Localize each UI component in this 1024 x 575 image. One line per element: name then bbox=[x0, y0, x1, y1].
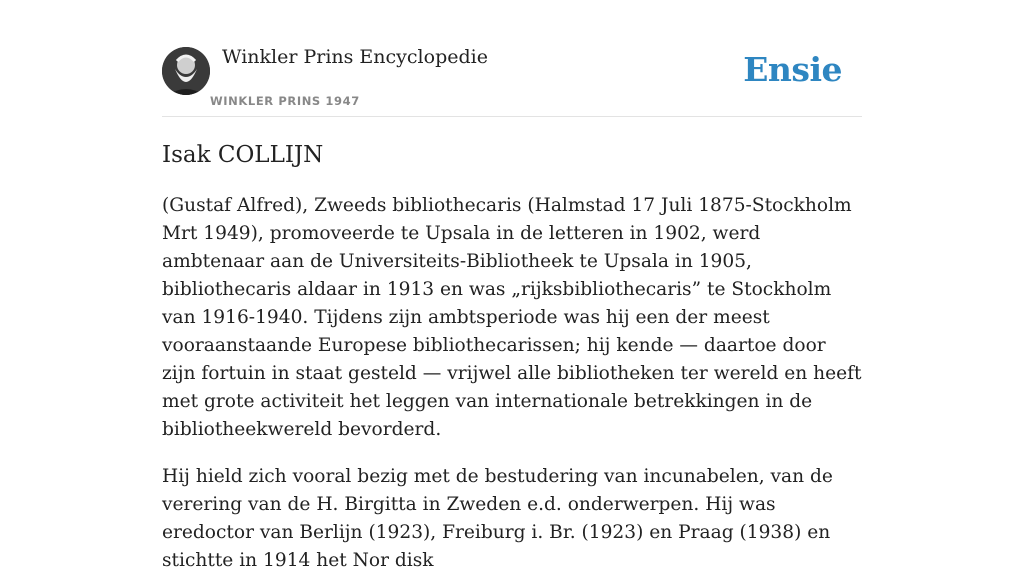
article-title: Isak COLLIJN bbox=[162, 142, 324, 168]
ensie-logo[interactable]: Ensie bbox=[743, 50, 842, 89]
site-header bbox=[162, 40, 862, 117]
article-paragraph: Hij hield zich vooral bezig met de bestudering van incunabelen, van de verering van de H. Birgitta in Zweden e.d. onderwerpen. Hij was eredoctor van Berlijn (1923), Freiburg i. Br. (1923) en Praag (1938) en stichtte in 1914 het Nor disk bbox=[162, 466, 833, 571]
site-title[interactable]: Winkler Prins Encyclopedie bbox=[222, 46, 488, 68]
source-subtitle[interactable]: WINKLER PRINS 1947 bbox=[210, 94, 360, 108]
bearded-man-portrait-icon[interactable] bbox=[162, 47, 210, 95]
article-paragraph: (Gustaf Alfred), Zweeds bibliothecaris (Halmstad 17 Juli 1875-Stockholm Mrt 1949), promoveerde te Upsala in de letteren in 1902, werd ambtenaar aan de Universiteits-Bibliotheek te Upsala in 1905, bibliothecaris aldaar in 1913 en was „rijksbibliothecaris” te Stockholm van 1916-1940. Tijdens zijn ambtsperiode was hij een der meest vooraanstaande Europese bibliothecarissen; hij kende — daartoe door zijn fortuin in staat gesteld — vrijwel alle bibliotheken ter wereld en heeft met grote activiteit het leggen van internationale betrekkingen in de bibliotheekwereld bevorderd. bbox=[162, 195, 862, 440]
article bbox=[162, 140, 862, 575]
